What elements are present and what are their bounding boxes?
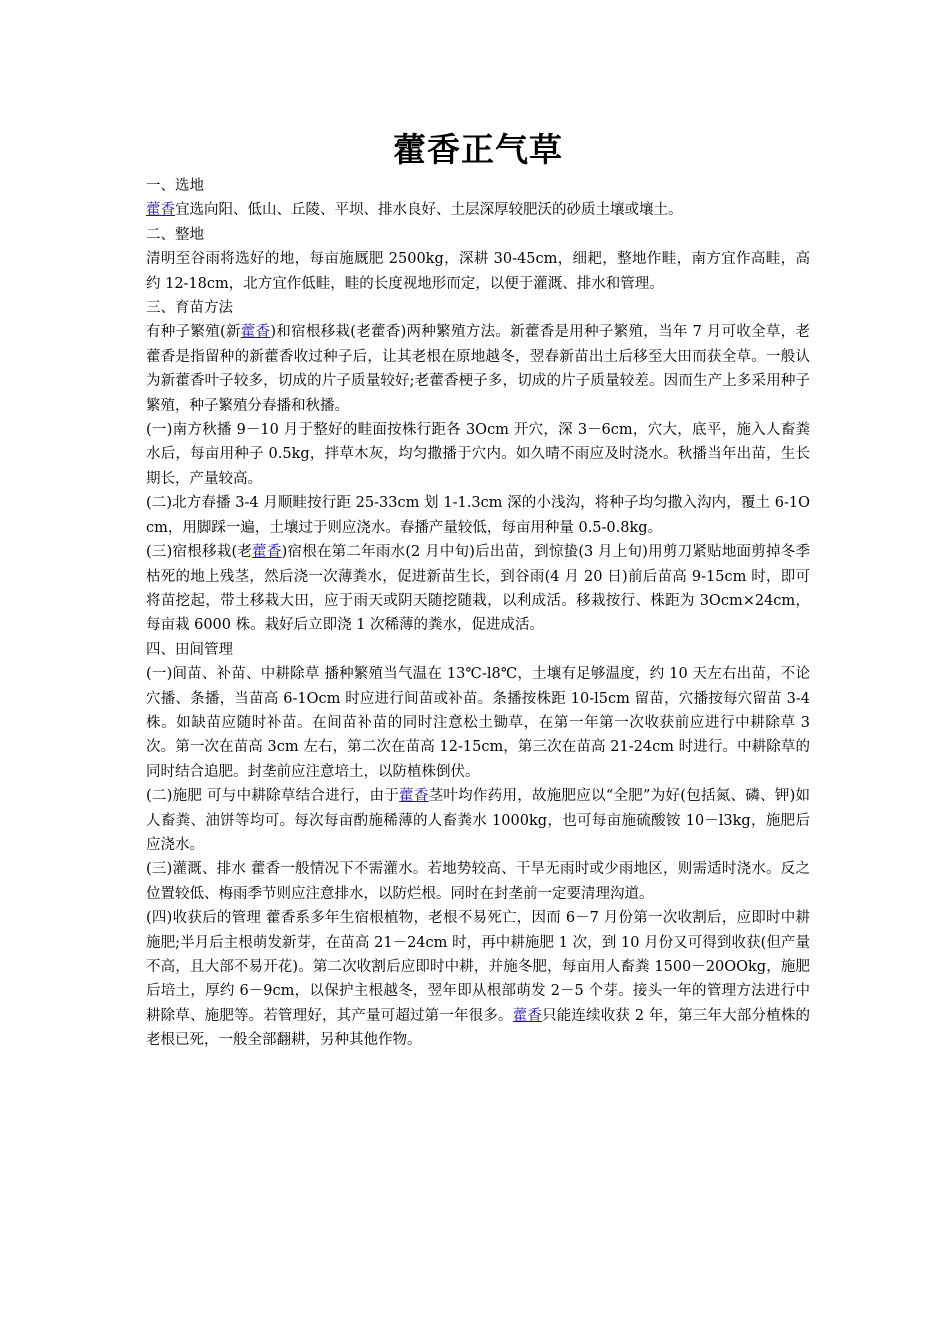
huoxiang-link[interactable]: 藿香: [146, 202, 175, 219]
paragraph-thinning-weeding: (一)间苗、补苗、中耕除草 播种繁殖当气温在 13℃-l8℃，土壤有足够温度，约 10 天左右出苗，不论穴播、条播，当苗高 6-1Ocm 时应进行间苗或补苗。条播按株距 10-l5cm 留苗，穴播按每穴留苗 3-4 株。如缺苗应随时补苗。在间苗补苗的同时注意松土锄草，在第一年第一次收获前应进行中耕除草 3 次。第一次在苗高 3cm 左右，第二次在苗高 12-15cm，第三次在苗高 21-24cm 时进行。中耕除草的同时结合追肥。封垄前应注意培土，以防植株倒伏。: [146, 666, 810, 780]
huoxiang-link[interactable]: 藿香: [512, 1007, 543, 1024]
section-heading-land-preparation: 二、整地: [146, 226, 204, 243]
huoxiang-link[interactable]: 藿香: [252, 544, 282, 561]
paragraph-text: (二)施肥 可与中耕除草结合进行，由于: [146, 788, 400, 805]
paragraph-text: 茎叶均作药用，故施肥应以“全肥”为好(包括氮、磷、钾)如人畜粪、油饼等均可。每次每亩酌施稀薄的人畜粪水 1000kg，也可每亩施硫酸铵 10－l3kg，施肥后应浇水。: [146, 788, 811, 853]
paragraph-root-transplant: [146, 540, 810, 638]
paragraph-fertilizing: [146, 784, 810, 857]
document-body: [146, 126, 810, 1053]
section-heading-seedling-methods: 三、育苗方法: [146, 300, 233, 317]
paragraph-text: 有种子繁殖(新: [146, 324, 241, 341]
document-title: 藿香正气草: [393, 130, 563, 169]
paragraph-text: (四)收获后的管理 藿香系多年生宿根植物，老根不易死亡，因而 6－7 月份第一次收割后，应即时中耕施肥;半月后主根萌发新芽，在苗高 21－24cm 时，再中耕施肥 1 次，到 10 月份又可得到收获(但产量不高，且大部不易开花)。第二次收割后应即时中耕，并施冬肥，每亩用人畜粪 1500－20OOkg，施肥后培土，厚约 6－9cm，以保护主根越冬，翌年即从根部萌发 2－5 个芽。接头一年的管理方法进行中耕除草、施肥等。若管理好，其产量可超过第一年很多。: [146, 910, 810, 1024]
paragraph-text: )宿根在第二年雨水(2 月中旬)后出苗，到惊蛰(3 月上旬)用剪刀紧贴地面剪掉冬季枯死的地上残茎，然后浇一次薄粪水，促进新苗生长，到谷雨(4 月 20 日)前后苗高 9-15cm 时，即可将苗挖起，带土移栽大田，应于雨天或阴天随挖随栽，以利成活。移栽按行、株距为 3Ocm×24cm，每亩栽 6000 株。栽好后立即浇 1 次稀薄的粪水，促进成活。: [146, 544, 811, 634]
huoxiang-link[interactable]: 藿香: [240, 324, 271, 341]
paragraph-land-preparation: 清明至谷雨将选好的地，每亩施厩肥 2500kg，深耕 30-45cm，细耙，整地作畦，南方宜作高畦，高约 12-18cm，北方宜作低畦，畦的长度视地形而定，以便于灌溉、排水和管理。: [146, 251, 810, 292]
paragraph-post-harvest: [146, 906, 810, 1052]
paragraph-text: 只能连续收获 2 年，第三年大部分植株的老根已死，一般全部翻耕，另种其他作物。: [146, 1007, 811, 1049]
paragraph-text: 宜选向阳、低山、丘陵、平坝、排水良好、土层深厚较肥沃的砂质土壤或壤土。: [175, 202, 683, 219]
paragraph-propagation-methods: [146, 320, 810, 418]
section-heading-site-selection: 一、选地: [146, 178, 204, 194]
paragraph-site-selection: [146, 198, 810, 222]
huoxiang-link[interactable]: 藿香: [399, 788, 429, 805]
paragraph-text: (三)宿根移栽(老: [146, 544, 253, 561]
paragraph-spring-sowing: (二)北方春播 3-4 月顺畦按行距 25-33cm 划 1-1.3cm 深的小浅沟，将种子均匀撒入沟内，覆土 6-1Ocm，用脚踩一遍，土壤过于则应浇水。春播产量较低，每亩用种量 0.5-0.8kg。: [146, 495, 810, 536]
paragraph-autumn-sowing: (一)南方秋播 9－10 月于整好的畦面按株行距各 3Ocm 开穴，深 3－6cm，穴大，底平，施入人畜粪水后，每亩用种子 0.5kg，拌草木灰，均匀撒播于穴内。如久晴不雨应及时浇水。秋播当年出苗，生长期长，产量较高。: [146, 422, 810, 487]
paragraph-irrigation-drainage: (三)灌溉、排水 藿香一般情况下不需灌水。若地势较高、干旱无雨时或少雨地区，则需适时浇水。反之位置较低、梅雨季节则应注意排水，以防烂根。同时在封垄前一定要清理沟道。: [146, 861, 810, 902]
section-heading-field-management: 四、田间管理: [146, 641, 233, 658]
paragraph-text: )和宿根移栽(老藿香)两种繁殖方法。新藿香是用种子繁殖，当年 7 月可收全草，老藿香是指留种的新藿香收过种子后，让其老根在原地越冬，翌春新苗出土后移至大田而获全草。一般认为新藿香叶子较多，切成的片子质量较好;老藿香梗子多，切成的片子质量较差。因而生产上多采用种子繁殖，种子繁殖分春播和秋播。: [146, 324, 810, 414]
